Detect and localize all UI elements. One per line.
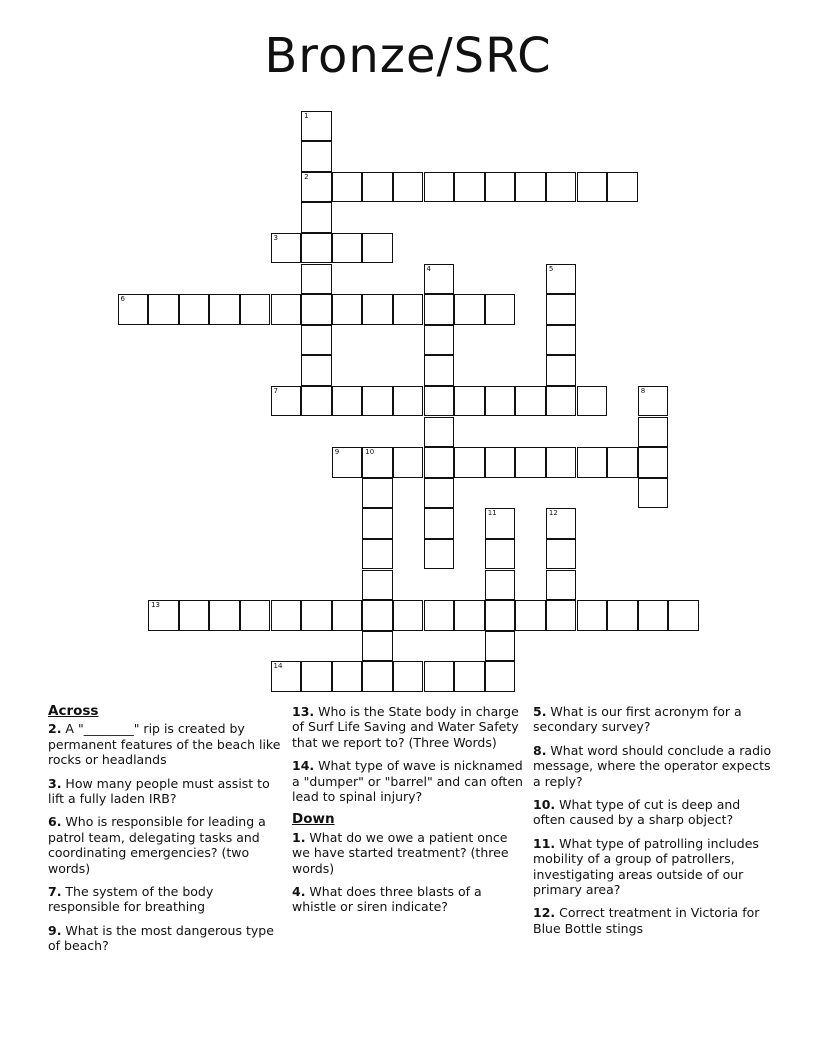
clue-item-text: Who is responsible for leading a patrol team, delegating tasks and coordinating emergencies? (two words) [48,814,266,876]
grid-cell[interactable] [638,386,669,417]
clue-item-text: Correct treatment in Victoria for Blue Bottle stings [533,905,760,936]
clue-item-text: What do we owe a patient once we have started treatment? (three words) [292,829,509,876]
clue-item [292,758,528,804]
clue-item-number: 14. [292,758,315,774]
clue-item [48,884,284,915]
across-clue-list-continued [292,704,528,804]
clues-column-2 [292,704,528,923]
clue-item-number: 5. [533,704,547,719]
clue-number: 3 [273,233,278,242]
grid-cell[interactable] [301,386,332,417]
clue-item-number: 6. [48,814,62,830]
clue-item-text: The system of the body responsible for breathing [48,884,214,915]
clue-item-text: What type of wave is nicknamed a "dumper" or "barrel" and can often lead to spinal injury? [292,758,523,805]
grid-cell[interactable] [546,355,577,386]
grid-cell[interactable] [271,661,302,692]
grid-cell[interactable] [546,172,577,203]
grid-cell[interactable] [271,386,302,417]
grid-cell[interactable] [577,172,608,203]
grid-cell[interactable] [209,294,240,325]
grid-cell[interactable] [362,539,393,570]
grid-cell[interactable] [424,447,455,478]
grid-cell[interactable] [209,600,240,631]
grid-cell[interactable] [148,600,179,631]
grid-cell[interactable] [546,386,577,417]
grid-cell[interactable] [485,661,516,692]
grid-cell[interactable] [485,508,516,539]
clue-item [48,814,284,876]
grid-cell[interactable] [546,600,577,631]
grid-cell[interactable] [424,478,455,509]
clue-item-text: What is the most dangerous type of beach? [48,922,274,954]
grid-cell[interactable] [485,539,516,570]
grid-cell[interactable] [332,447,363,478]
grid-cell[interactable] [240,600,271,631]
grid-cell[interactable] [362,172,393,203]
grid-cell[interactable] [454,294,485,325]
grid-cell[interactable] [393,294,424,325]
grid-cell[interactable] [546,294,577,325]
clue-item [533,836,773,898]
clue-item-text: What is our first acronym for a secondary survey? [533,704,742,735]
grid-cell[interactable] [179,294,210,325]
grid-cell[interactable] [301,264,332,295]
grid-cell[interactable] [332,600,363,631]
grid-cell[interactable] [240,294,271,325]
clues-column-3 [533,704,773,944]
grid-cell[interactable] [362,631,393,662]
clue-number: 13 [151,601,161,610]
grid-cell[interactable] [424,417,455,448]
grid-cell[interactable] [607,447,638,478]
grid-cell[interactable] [638,447,669,478]
clue-item-number: 13. [292,704,315,719]
page-title: Bronze/SRC [264,28,552,84]
grid-cell[interactable] [577,600,608,631]
grid-cell[interactable] [271,600,302,631]
grid-cell[interactable] [485,600,516,631]
grid-cell[interactable] [424,386,455,417]
grid-cell[interactable] [362,508,393,539]
grid-cell[interactable] [332,294,363,325]
grid-cell[interactable] [546,508,577,539]
grid-cell[interactable] [393,447,424,478]
grid-cell[interactable] [301,325,332,356]
grid-cell[interactable] [577,386,608,417]
clue-item-number: 11. [533,835,556,851]
clue-number: 2 [304,172,309,181]
clue-item-number: 2. [48,721,62,737]
down-clue-list [292,830,528,915]
grid-cell[interactable] [607,172,638,203]
grid-cell[interactable] [546,447,577,478]
clue-item-number: 9. [48,922,62,938]
grid-cell[interactable] [301,355,332,386]
grid-cell[interactable] [362,600,393,631]
grid-cell[interactable] [424,661,455,692]
clue-item-number: 10. [533,797,556,813]
grid-cell[interactable] [454,172,485,203]
clue-item [533,704,773,735]
grid-cell[interactable] [546,570,577,601]
clue-number: 4 [426,264,431,273]
grid-cell[interactable] [454,600,485,631]
clue-item [292,704,528,750]
grid-cell[interactable] [515,386,546,417]
grid-cell[interactable] [546,539,577,570]
grid-cell[interactable] [271,294,302,325]
grid-cell[interactable] [301,111,332,142]
grid-cell[interactable] [515,447,546,478]
grid-cell[interactable] [332,661,363,692]
clue-item [533,797,773,828]
clue-item-text: What word should conclude a radio message, where the operator expects a reply? [533,742,772,789]
grid-cell[interactable] [393,600,424,631]
clues-column-1 [48,704,284,962]
grid-cell[interactable] [546,325,577,356]
clue-item-number: 7. [48,884,62,900]
clue-number: 9 [334,448,340,457]
grid-cell[interactable] [485,447,516,478]
grid-cell[interactable] [362,570,393,601]
grid-cell[interactable] [301,294,332,325]
clue-number: 8 [640,386,646,395]
grid-cell[interactable] [424,264,455,295]
grid-cell[interactable] [638,417,669,448]
across-clue-list [48,721,284,953]
grid-cell[interactable] [332,386,363,417]
grid-cell[interactable] [424,600,455,631]
clue-number: 14 [273,662,283,671]
grid-cell[interactable] [179,600,210,631]
clue-item [48,776,284,807]
clue-number: 12 [548,509,558,518]
grid-cell[interactable] [301,172,332,203]
clue-number: 10 [365,448,375,457]
clue-item-text: How many people must assist to lift a fully laden IRB? [48,775,270,807]
grid-cell[interactable] [118,294,149,325]
clue-number: 1 [304,111,309,120]
clue-number: 5 [548,264,554,273]
grid-cell[interactable] [454,447,485,478]
clue-item-text: What type of cut is deep and often caused by a sharp object? [533,797,741,828]
clue-item-text: What type of patrolling includes mobility of a group of patrollers, investigating areas outside of our primary area? [533,835,759,898]
clue-item [533,743,773,789]
grid-cell[interactable] [424,355,455,386]
grid-cell[interactable] [485,631,516,662]
clue-item [292,884,528,915]
clue-item [48,923,284,954]
grid-cell[interactable] [271,233,302,264]
grid-cell[interactable] [577,447,608,478]
grid-cell[interactable] [607,600,638,631]
grid-cell[interactable] [393,386,424,417]
clue-item-number: 1. [292,829,306,845]
clue-item-number: 8. [533,742,547,758]
grid-cell[interactable] [485,294,516,325]
grid-cell[interactable] [393,661,424,692]
clue-item [48,721,284,767]
grid-cell[interactable] [301,202,332,233]
grid-cell[interactable] [362,233,393,264]
grid-cell[interactable] [424,294,455,325]
grid-cell[interactable] [485,386,516,417]
down-heading: Down [292,811,335,828]
grid-cell[interactable] [362,661,393,692]
clue-item-text: A "________" rip is created by permanent features of the beach like rocks or headlands [48,721,281,768]
grid-cell[interactable] [638,478,669,509]
clue-item-text: What does three blasts of a whistle or siren indicate? [292,884,482,915]
grid-cell[interactable] [301,233,332,264]
grid-cell[interactable] [546,264,577,295]
grid-cell[interactable] [301,661,332,692]
grid-cell[interactable] [515,172,546,203]
grid-cell[interactable] [362,447,393,478]
grid-cell[interactable] [485,570,516,601]
grid-cell[interactable] [332,172,363,203]
grid-cell[interactable] [424,539,455,570]
grid-cell[interactable] [454,386,485,417]
grid-cell[interactable] [148,294,179,325]
grid-cell[interactable] [668,600,699,631]
grid-cell[interactable] [332,233,363,264]
clue-item-number: 4. [292,884,306,900]
clue-number: 7 [273,386,278,395]
grid-cell[interactable] [301,141,332,172]
grid-cell[interactable] [362,386,393,417]
grid-cell[interactable] [362,294,393,325]
clue-item [292,830,528,876]
clue-item-text: Who is the State body in charge of Surf Life Saving and Water Safety that we report to? (Three Words) [292,704,519,750]
clue-item-number: 3. [48,775,62,791]
grid-cell[interactable] [393,172,424,203]
grid-cell[interactable] [424,508,455,539]
grid-cell[interactable] [454,661,485,692]
grid-cell[interactable] [424,172,455,203]
grid-cell[interactable] [485,172,516,203]
grid-cell[interactable] [301,600,332,631]
clue-item-number: 12. [533,905,556,921]
clue-number: 6 [120,295,125,304]
grid-cell[interactable] [638,600,669,631]
across-heading: Across [48,703,99,719]
grid-cell[interactable] [515,600,546,631]
down-clue-list-continued [533,704,773,936]
clue-number: 11 [487,509,497,518]
grid-cell[interactable] [424,325,455,356]
clue-item [533,905,773,936]
grid-cell[interactable] [362,478,393,509]
